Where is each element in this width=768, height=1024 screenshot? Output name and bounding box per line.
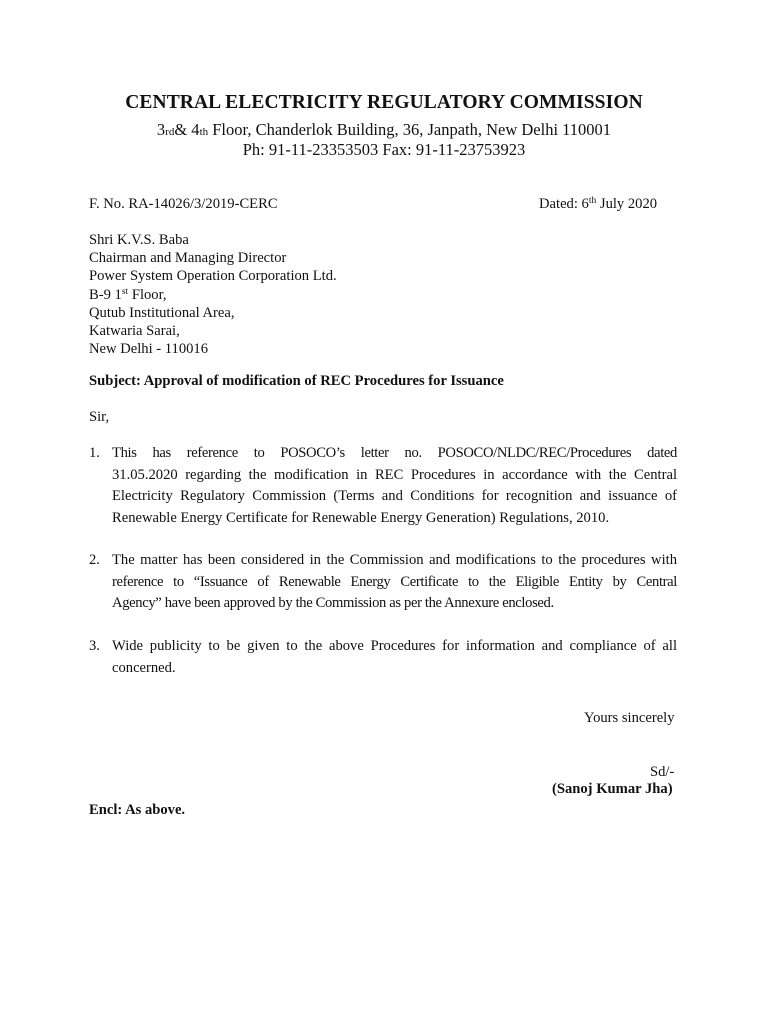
paragraph-text xyxy=(112,550,677,615)
addressee-line1-prefix: B-9 1 xyxy=(89,286,122,303)
paragraph-number: 2. xyxy=(89,552,100,568)
addressee-line4: New Delhi - 110016 xyxy=(89,341,209,358)
paragraph-1-rest: 31.05.2020 regarding the modification in REC Procedures in accordance with the Central Electricity Regulatory Commission (Terms and Conditions for recognition and issuance of Renewable Energy Certificate for Renewable Energy Generation) Regulations, 2010. xyxy=(112,466,677,526)
signature-mark: Sd/- xyxy=(650,764,675,780)
valediction: Yours sincerely xyxy=(584,710,675,726)
subject-line: Subject: Approval of modification of REC Procedures for Issuance xyxy=(89,373,504,389)
paragraph-2-line2: reference to “Issuance of Renewable Energy Certificate to the Eligible Entity by Central xyxy=(112,573,677,590)
addressee-line2: Qutub Institutional Area, xyxy=(89,304,235,321)
date-rest: July 2020 xyxy=(596,196,658,212)
address-floor-3-suffix: rd xyxy=(165,126,175,138)
org-contact: Ph: 91-11-23353503 Fax: 91-11-23753923 xyxy=(242,140,526,159)
address-floor-3: 3 xyxy=(156,120,166,139)
paragraph-1-line1: This has reference to POSOCO’s letter no. POSOCO/NLDC/REC/Procedures dated xyxy=(112,445,677,461)
paragraph-number: 1. xyxy=(89,445,100,461)
address-floor-4-suffix: th xyxy=(199,126,209,138)
org-title: CENTRAL ELECTRICITY REGULATORY COMMISSION xyxy=(125,92,643,113)
addressee-line1-rest: Floor, xyxy=(128,286,167,303)
paragraph-number: 3. xyxy=(89,638,100,654)
paragraph-2-line1: The matter has been considered in the Commission and modifications to the procedures with xyxy=(112,552,677,568)
address-floor-amp: & 4 xyxy=(174,120,200,139)
addressee-line3: Katwaria Sarai, xyxy=(89,322,180,339)
enclosure-note: Encl: As above. xyxy=(89,802,186,818)
paragraph-text xyxy=(112,443,677,529)
addressee-name: Shri K.V.S. Baba xyxy=(89,232,189,248)
addressee-designation: Chairman and Managing Director xyxy=(89,250,287,267)
addressee-line1 xyxy=(89,285,337,303)
signer-name: (Sanoj Kumar Jha) xyxy=(552,781,673,797)
addressee-company: Power System Operation Corporation Ltd. xyxy=(89,268,337,285)
letter-date xyxy=(539,194,657,214)
paragraph-2-line3: Agency” have been approved by the Commission as per the Annexure enclosed. xyxy=(112,595,554,611)
file-number: F. No. RA-14026/3/2019-CERC xyxy=(89,196,278,212)
date-prefix: Dated: 6 xyxy=(539,196,589,212)
salutation: Sir, xyxy=(89,409,110,425)
paragraph-text: Wide publicity to be given to the above Procedures for information and compliance of all concerned. xyxy=(112,638,677,676)
date-suffix: th xyxy=(588,196,597,206)
org-address xyxy=(0,120,768,140)
addressee-block xyxy=(89,230,337,357)
address-rest: Floor, Chanderlok Building, 36, Janpath, New Delhi 110001 xyxy=(208,120,612,139)
addressee-line1-sup: st xyxy=(121,286,129,297)
